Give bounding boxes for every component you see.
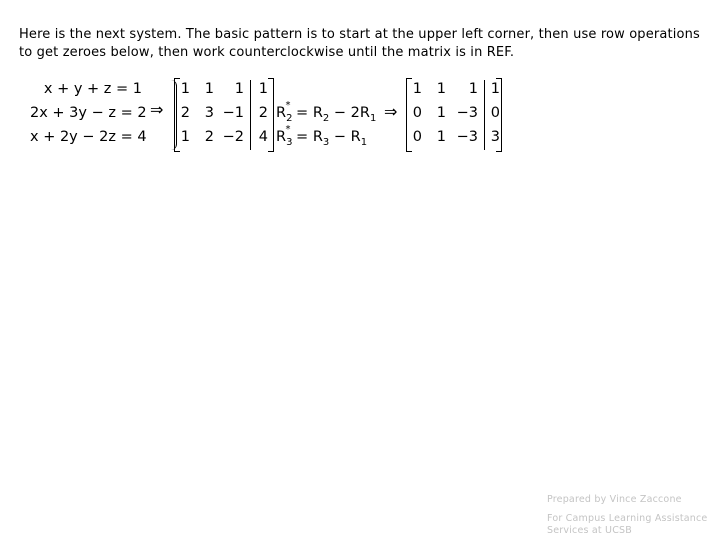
matrix-cell: −1 — [222, 105, 244, 121]
equation-system — [30, 78, 148, 152]
footer-credit-author: Prepared by Vince Zaccone — [547, 494, 682, 505]
right-bracket — [268, 78, 274, 152]
matrix-cell: −2 — [222, 129, 244, 145]
implies-arrow-1: ⇒ — [150, 100, 164, 119]
matrix-cell: 4 — [258, 129, 268, 145]
matrix-cell: 1 — [180, 129, 190, 145]
row-operation-1: $R_2^* = R_2 - 2R_1$ — [276, 100, 377, 124]
matrix-cell: 0 — [412, 129, 422, 145]
matrix-cell: 0 — [412, 105, 422, 121]
matrix-cell: 1 — [490, 81, 500, 97]
augmented-matrix-1 — [174, 78, 274, 152]
matrix-cell: 3 — [204, 105, 214, 121]
footer-credit-line1: For Campus Learning Assistance — [547, 513, 708, 524]
matrix-cell: 0 — [490, 105, 500, 121]
matrix-cell: 2 — [258, 105, 268, 121]
equation-3: x + 2y − 2z = 4 — [30, 129, 147, 145]
matrix-cell: 1 — [258, 81, 268, 97]
matrix-cell: 1 — [180, 81, 190, 97]
matrix-cell: 2 — [180, 105, 190, 121]
implies-arrow-2: ⇒ — [384, 102, 398, 121]
footer-credit-line2: Services at UCSB — [547, 525, 632, 536]
matrix-cell: 3 — [490, 129, 500, 145]
matrix-cell: −3 — [456, 129, 478, 145]
matrix-cell: −3 — [456, 105, 478, 121]
matrix-cell: 1 — [436, 81, 446, 97]
matrix-cell: 1 — [436, 129, 446, 145]
matrix-cell: 1 — [204, 81, 214, 97]
equation-2: 2x + 3y − z = 2 — [30, 105, 147, 121]
row-operation-2: $R_3^* = R_3 - R_1$ — [276, 124, 368, 148]
matrix-cell: 1 — [468, 81, 478, 97]
matrix-cell: 1 — [234, 81, 244, 97]
intro-paragraph: Here is the next system. The basic pattern is to start at the upper left corner, then use row operations to get zeroes below, then work counterclockwise until the matrix is in REF. — [19, 27, 700, 60]
equation-1: x + y + z = 1 — [43, 81, 142, 97]
matrix-cell: 1 — [436, 105, 446, 121]
matrix-cell: 1 — [412, 81, 422, 97]
augmented-matrix-2 — [406, 78, 502, 152]
matrix-cell: 2 — [204, 129, 214, 145]
